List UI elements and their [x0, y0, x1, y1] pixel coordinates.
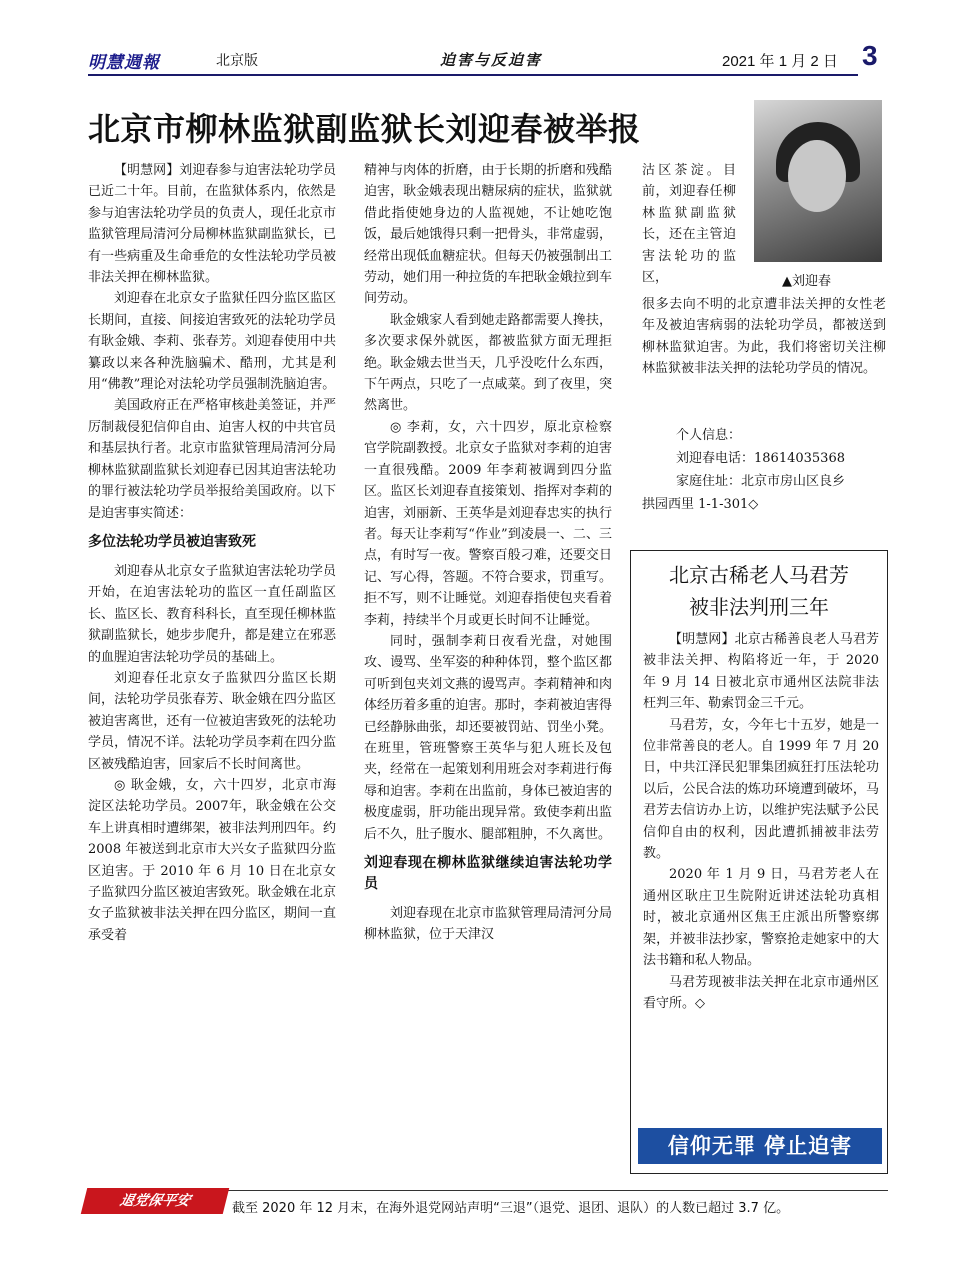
info-phone: 刘迎春电话：18614035368: [676, 451, 845, 466]
info-address-cont: 拱园西里 1-1-301◇: [642, 497, 759, 512]
header-rule: [88, 74, 858, 76]
masthead-logo: 明慧週報: [88, 53, 160, 73]
article-column-3-bottom: [642, 294, 886, 380]
paragraph: 刘迎春从北京女子监狱迫害法轮功学员开始，在迫害法轮功的监区一直任副监区长、监区长、教育科科长，直至现任柳林监狱副监狱长，她步步爬升，都是建立在邪恶的血腥迫害法轮功学员的基础上。: [88, 563, 336, 665]
paragraph: 耿金娥家人看到她走路都需要人搀扶，多次要求保外就医，都被监狱方面无理拒绝。耿金娥去世当天，几乎没吃什么东西，下午两点，只吃了一点咸菜。到了夜里，突然离世。: [364, 312, 612, 414]
paragraph: 美国政府正在严格审核赴美签证，并严厉制裁侵犯信仰自由、迫害人权的中共官员和基层执行者。北京市监狱管理局清河分局柳林监狱副监狱长刘迎春已因其迫害法轮功的罪行被法轮功学员举报给美国政府。以下是迫害事实简述：: [88, 398, 336, 521]
photo-face-shape: [788, 140, 846, 212]
page-number: 3: [862, 40, 878, 71]
personal-info: [642, 424, 886, 516]
footer-text: 截至 2020 年 12 月末，在海外退党网站声明“三退”（退党、退团、退队）的人数已超过 3.7 亿。: [232, 1201, 790, 1216]
paragraph: 刘迎春现在北京市监狱管理局清河分局柳林监狱，位于天津汉: [364, 906, 612, 943]
paragraph: 精神与肉体的折磨，由于长期的折磨和残酷迫害，耿金娥表现出糖尿病的症状，监狱就借此指使她身边的人监视她，不让她吃饱饭，最后她饿得只剩一把骨头，非常虚弱，经常出现低血糖症状。但每天仍被强制出工劳动，她们用一种拉货的车把耿金娥拉到车间劳动。: [364, 163, 612, 307]
sidebar-article: [630, 550, 888, 1174]
sidebar-title-line2: 被非法判刑三年: [689, 595, 829, 619]
paragraph: 马君芳，女，今年七十五岁，她是一位非常善良的老人。自 1999 年 7 月 20 日，中共江泽民犯罪集团疯狂打压法轮功以后，公民合法的炼功环境遭到破坏，马君芳去信访办上访，以维护宪法赋予公民信仰自由的权利，因此遭抓捕被非法劳教。: [643, 717, 879, 862]
portrait-photo: [754, 100, 882, 262]
paragraph: 同时，强制李莉日夜看光盘，对她围攻、谩骂、坐军姿的种种体罚，整个监区都可听到包夹刘文燕的谩骂声。李莉精神和肉体经历着多重的迫害。那时，李莉被迫害得已经静脉曲张，却还要被罚站、罚坐小凳。在班里，管班警察王英华与犯人班长及包夹，经常在一起策划利用班会对李莉进行侮辱和迫害。李莉在出监前，身体已被迫害的极度虚弱，肝功能出现异常。致使李莉出监后不久，肚子腹水、腿部粗肿，不久离世。: [364, 633, 612, 842]
paragraph: 2020 年 1 月 9 日，马君芳老人在通州区耿庄卫生院附近讲述法轮功真相时，被北京通州区焦王庄派出所警察绑架，并被非法抄家，警察抢走她家中的大法书籍和私人物品。: [643, 867, 879, 969]
article-column-1: [88, 160, 336, 946]
article-column-3-top: [642, 160, 736, 288]
slogan-banner: 信仰无罪 停止迫害: [638, 1128, 882, 1164]
info-heading: 个人信息：: [676, 428, 742, 443]
paragraph: ◎ 李莉，女，六十四岁，原北京检察官学院副教授。北京女子监狱对李莉的迫害一直很残酷。2009 年李莉被调到四分监区。监区长刘迎春直接策划、指挥对李莉的迫害，刘丽新、王英华是刘迎春忠实的执行者。每天让李莉写“作业”到凌晨一、二、三点，有时写一夜。警察百般刁难，还要交日记、写心得，答题。不符合要求，罚重写。拒不写，则不让睡觉。刘迎春指使包夹看着李莉，持续半个月或更长时间不让睡觉。: [364, 419, 612, 628]
sidebar-body: [643, 629, 879, 1014]
subheading: 刘迎春现在柳林监狱继续迫害法轮功学员: [364, 855, 612, 892]
sidebar-title-line1: 北京古稀老人马君芳: [669, 563, 849, 587]
article-column-2: [364, 160, 612, 946]
section-title: 迫害与反迫害: [440, 51, 543, 69]
paragraph: 马君芳现被非法关押在北京市通州区看守所。◇: [643, 974, 879, 1011]
paragraph: 【明慧网】北京古稀善良老人马君芳被非法关押、构陷将近一年，于 2020 年 9 月 14 日被北京市通州区法院非法枉判三年、勒索罚金三千元。: [643, 632, 879, 712]
paragraph: 很多去向不明的北京遭非法关押的女性老年及被迫害病弱的法轮功学员，都被送到柳林监狱迫害。为此，我们将密切关注柳林监狱被非法关押的法轮功学员的情况。: [642, 297, 886, 377]
headline: 北京市柳林监狱副监狱长刘迎春被举报: [88, 110, 641, 148]
paragraph: 刘迎春任北京女子监狱四分监区长期间，法轮功学员张春芳、耿金娥在四分监区被迫害离世，还有一位被迫害致死的法轮功学员，情况不详。法轮功学员李莉在四分监区被残酷迫害，回家后不长时间离世。: [88, 670, 336, 772]
subheading: 多位法轮功学员被迫害致死: [88, 533, 256, 550]
paragraph: 沽区茶淀。目前，刘迎春任柳林监狱副监狱长，还在主管迫害法轮功的监区，: [642, 163, 736, 286]
edition-label: 北京版: [216, 53, 258, 69]
photo-caption: ▲刘迎春: [782, 274, 831, 289]
issue-date: 2021 年 1 月 2 日: [722, 53, 838, 70]
info-address: 家庭住址：北京市房山区良乡: [676, 474, 846, 489]
page-header: [88, 40, 888, 74]
paragraph: ◎ 耿金娥，女，六十四岁，北京市海淀区法轮功学员。2007年，耿金娥在公交车上讲真相时遭绑架，被非法判刑四年。约 2008 年被送到北京市大兴女子监狱四分监区迫害。于 2010 年 6 月 10 日在北京女子监狱四分监区被迫害致死。耿金娥在北京女子监狱被非法关押在四分监区，期间一直承受着: [88, 777, 336, 943]
sidebar-title: [631, 559, 887, 623]
paragraph: 【明慧网】刘迎春参与迫害法轮功学员已近二十年。目前，在监狱体系内，依然是参与迫害法轮功学员的负责人，现任北京市监狱管理局清河分局柳林监狱副监狱长，已有一些病重及生命垂危的女性法轮功学员被非法关押在柳林监狱。: [88, 163, 336, 286]
paragraph: 刘迎春在北京女子监狱任四分监区监区长期间，直接、间接迫害致死的法轮功学员有耿金娥、李莉、张春芳。刘迎春使用中共纂政以来各种洗脑骗术、酷刑，尤其是利用“佛教”理论对法轮功学员强制洗脑迫害。: [88, 291, 336, 393]
footer-badge: 退党保平安: [81, 1188, 229, 1214]
